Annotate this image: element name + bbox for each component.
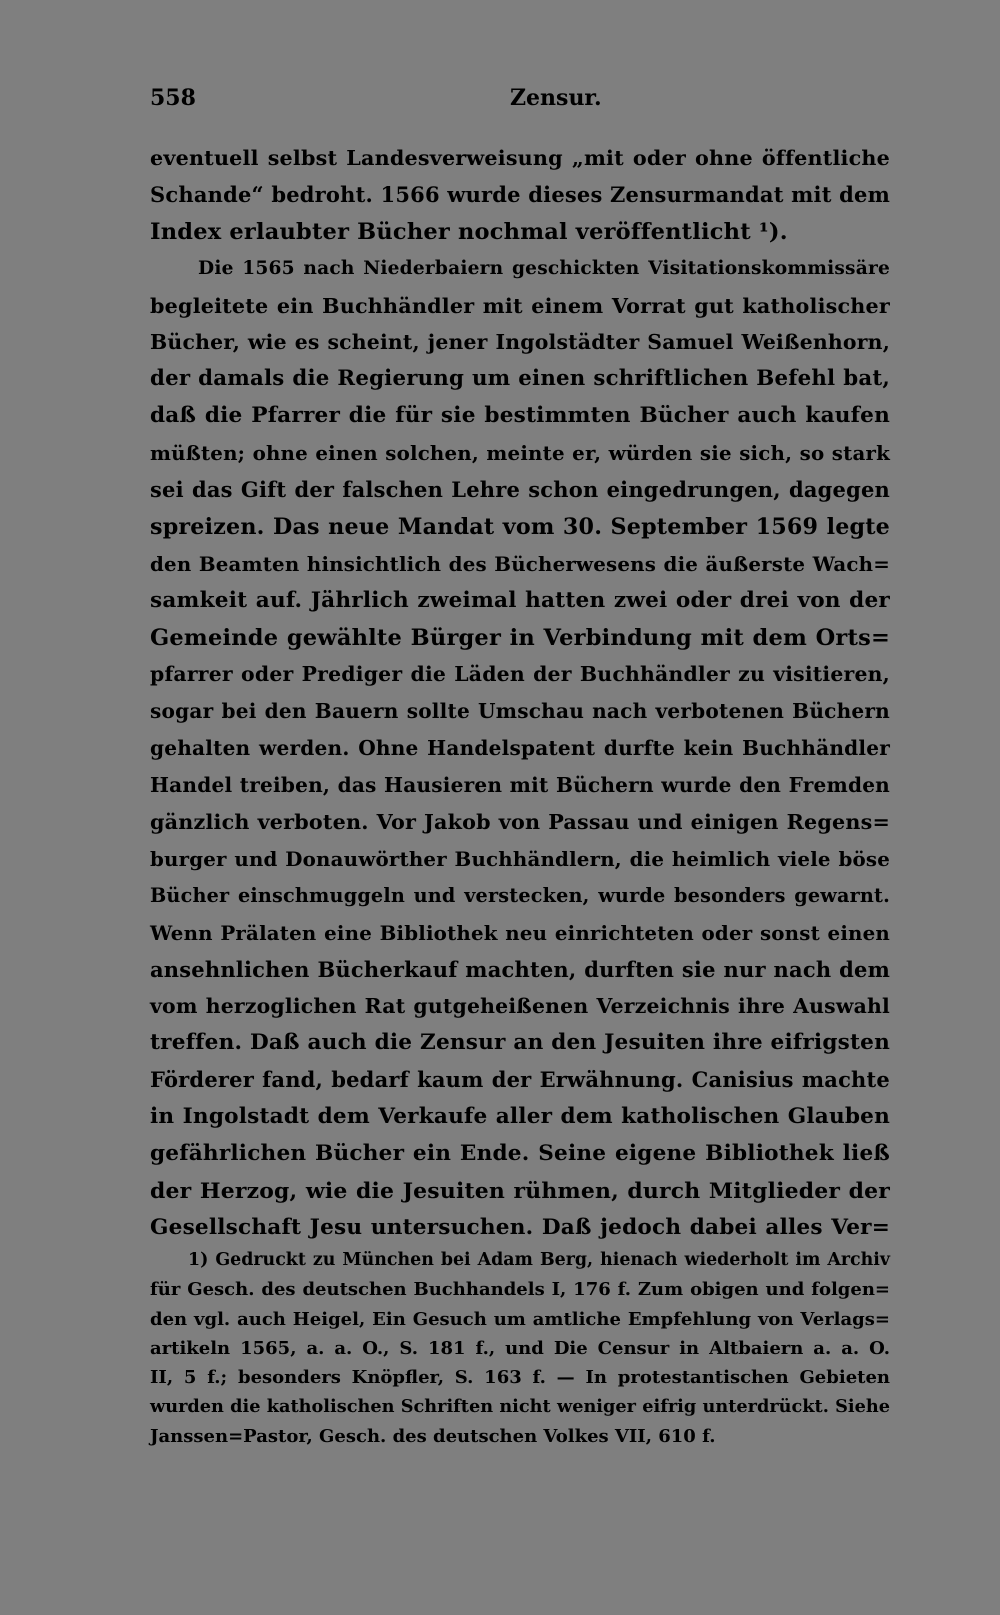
footnote-line: II, 5 f.; besonders Knöpfler, S. 163 f. — In protestantischen Gebieten [150, 1367, 890, 1389]
body-line: pfarrer oder Prediger die Läden der Buchhändler zu visitieren, [150, 662, 890, 687]
body-line: eventuell selbst Landesverweisung „mit oder ohne öffentliche [150, 146, 890, 170]
body-line: Schande“ bedroht. 1566 wurde dieses Zensurmandat mit dem [150, 181, 890, 207]
body-line: Bücher, wie es scheint, jener Ingolstädter Samuel Weißenhorn, [150, 330, 890, 355]
body-line: begleitete ein Buchhändler mit einem Vorrat gut katholischer [150, 293, 890, 318]
body-text [150, 140, 890, 1247]
body-line: Bücher einschmuggeln und verstecken, wurde besonders gewarnt. [150, 883, 890, 907]
body-line: gehalten werden. Ohne Handelspatent durfte kein Buchhändler [150, 736, 890, 761]
body-line: sei das Gift der falschen Lehre schon eingedrungen, dagegen [150, 477, 890, 503]
body-line: gefährlichen Bücher ein Ende. Seine eigene Bibliothek ließ [150, 1141, 890, 1167]
footnote-line: artikeln 1565, a. a. O., S. 181 f., und Die Censur in Altbaiern a. a. O. [150, 1337, 890, 1359]
body-line: ansehnlichen Bücherkauf machten, durften sie nur nach dem [150, 956, 890, 982]
footnote-line: 1) Gedruckt zu München bei Adam Berg, hienach wiederholt im Archiv [188, 1250, 890, 1270]
page-number: 558 [150, 85, 196, 111]
footnote-line: den vgl. auch Heigel, Ein Gesuch um amtliche Empfehlung von Verlags= [150, 1308, 890, 1330]
body-line: Handel treiben, das Hausieren mit Büchern wurde den Fremden [150, 773, 890, 798]
footnote-line: wurden die katholischen Schriften nicht weniger eifrig unterdrückt. Siehe [150, 1396, 890, 1418]
body-line: treffen. Daß auch die Zensur an den Jesuiten ihre eifrigsten [150, 1030, 890, 1056]
footnote-line: für Gesch. des deutschen Buchhandels I, 176 f. Zum obigen und folgen= [150, 1279, 890, 1301]
body-line: in Ingolstadt dem Verkaufe aller dem katholischen Glauben [150, 1104, 890, 1130]
body-line: gänzlich verboten. Vor Jakob von Passau und einigen Regens= [150, 810, 890, 835]
body-line: Die 1565 nach Niederbaiern geschickten Visitationskommissäre [198, 257, 890, 279]
footnotes [150, 1246, 890, 1451]
body-line: sogar bei den Bauern sollte Umschau nach verbotenen Büchern [150, 699, 890, 724]
body-line: Förderer fand, bedarf kaum der Erwähnung. Canisius machte [150, 1067, 890, 1093]
body-line: Index erlaubter Bücher nochmal veröffentlicht ¹). [150, 218, 788, 245]
page-header [150, 80, 890, 116]
body-line: samkeit auf. Jährlich zweimal hatten zwei oder drei von der [150, 587, 890, 613]
body-line: spreizen. Das neue Mandat vom 30. September 1569 legte [150, 513, 890, 540]
body-line: Gemeinde gewählte Bürger in Verbindung mit dem Orts= [150, 624, 890, 651]
body-line: daß die Pfarrer die für sie bestimmten Bücher auch kaufen [150, 403, 890, 429]
body-line: vom herzoglichen Rat gutgeheißenen Verzeichnis ihre Auswahl [150, 994, 890, 1019]
body-line: der damals die Regierung um einen schriftlichen Befehl bat, [150, 366, 890, 392]
body-line: burger und Donauwörther Buchhändlern, die heimlich viele böse [150, 846, 890, 871]
body-line: der Herzog, wie die Jesuiten rühmen, durch Mitglieder der [150, 1177, 890, 1204]
body-line: Wenn Prälaten eine Bibliothek neu einrichteten oder sonst einen [150, 920, 890, 945]
body-line: den Beamten hinsichtlich des Bücherwesens die äußerste Wach= [150, 551, 890, 576]
footnote-line: Janssen=Pastor, Gesch. des deutschen Volkes VII, 610 f. [150, 1425, 716, 1447]
body-line: Gesellschaft Jesu untersuchen. Daß jedoch dabei alles Ver= [150, 1214, 890, 1240]
body-line: müßten; ohne einen solchen, meinte er, würden sie sich, so stark [150, 441, 890, 466]
running-head: Zensur. [510, 85, 602, 111]
